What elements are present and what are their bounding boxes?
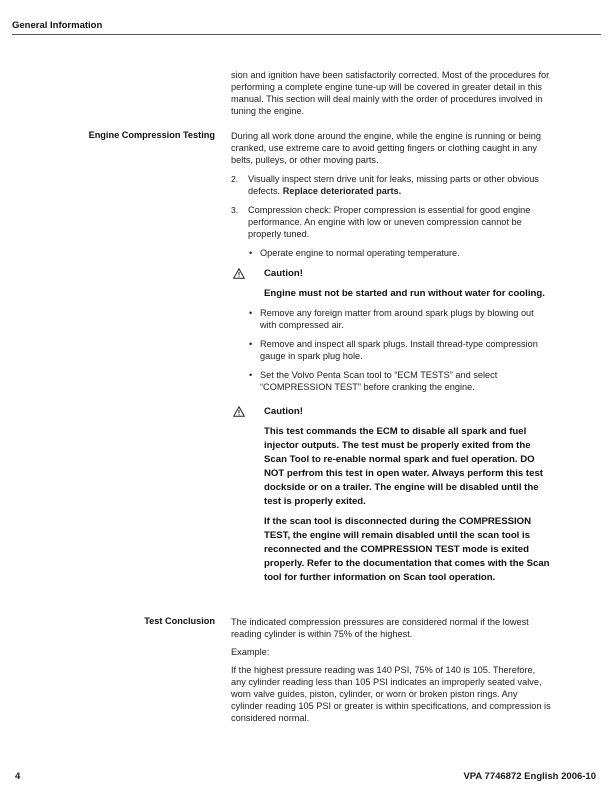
bullet-text: Operate engine to normal operating temperature. [260,248,460,258]
section-label-compression-testing: Engine Compression Testing [88,130,215,140]
caution-title: Caution! [264,406,303,417]
step-number: 2. [231,174,239,184]
page-number: 4 [15,771,21,782]
compression-lead-text: During all work done around the engine, while the engine is running or being cranked, use extreme care to avoid getting fingers or clothing caught in any belts, pulleys, or other moving parts. [231,131,542,165]
bullet-text: Remove any foreign matter from around spark plugs by blowing out with compressed air. [260,308,534,330]
document-id: VPA 7746872 English 2006-10 [463,771,596,782]
bullet-icon: • [249,370,253,380]
bullet-item [243,369,551,393]
section-title: General Information [12,20,103,31]
conclusion-text: The indicated compression pressures are considered normal if the lowest reading cylinder is within 75% of the highest. [231,617,529,639]
step-text: Compression check: Proper compression is essential for good engine performance. An engine with low or uneven compression cannot be properly tuned. [248,205,531,239]
caution-text: Engine must not be started and run without water for cooling. [264,288,545,299]
header-divider [12,34,601,35]
bullet-icon: • [249,339,253,349]
step-number: 3. [231,205,239,215]
warning-triangle-icon [233,406,245,417]
example-label: Example: [231,647,270,657]
step-item [231,204,551,240]
example-text: If the highest pressure reading was 140 PSI, 75% of 140 is 105. Therefore, any cylinder reading less than 105 PSI indicates an improperly seated valve, worn valve guides, piston, cylinder, or worn or broken piston rings. Any cylinder reading 105 PSI or greater is within specifications, and compression is considered normal. [231,665,551,723]
step-item [231,173,551,197]
warning-triangle-icon [233,268,245,279]
bullet-text: Set the Volvo Penta Scan tool to “ECM TESTS” and select “COMPRESSION TEST” before cranking the engine. [260,370,498,392]
bullet-icon: • [249,308,253,318]
test-conclusion-body [231,616,551,724]
compression-testing-body [231,130,551,585]
caution-block [231,267,551,301]
step-bold-text: Replace deteriorated parts. [282,186,402,196]
step-text: Visually inspect stern drive unit for leaks, missing parts or other obvious defects. [248,174,539,196]
caution-text: This test commands the ECM to disable all spark and fuel injector outputs. The test must be properly exited from the Scan Tool to re-enable normal spark and fuel operation. DO NOT perfrom this test in open water. Always perform this test dockside or on a trailer. The engine will be disabled until the test is properly exited. [264,426,543,507]
section-label-test-conclusion: Test Conclusion [144,616,215,626]
caution-text: If the scan tool is disconnected during the COMPRESSION TEST, the engine will remain disabled until the scan tool is reconnected and the COMPRESSION TEST mode is exited properly. Refer to the documentation that comes with the Scan tool for further information on Scan tool operation. [264,516,550,583]
intro-paragraph [231,69,551,117]
bullet-item [243,307,551,331]
bullet-item [243,338,551,362]
bullet-text: Remove and inspect all spark plugs. Install thread-type compression gauge in spark plug hole. [260,339,538,361]
bullet-item [243,247,551,259]
caution-block [231,405,551,585]
bullet-icon: • [249,248,253,258]
caution-title: Caution! [264,268,303,279]
intro-text: sion and ignition have been satisfactorily corrected. Most of the procedures for performing a complete engine tune-up will be covered in greater detail in this manual. This section will deal mainly with the order of procedures involved in tuning the engine. [231,70,550,116]
